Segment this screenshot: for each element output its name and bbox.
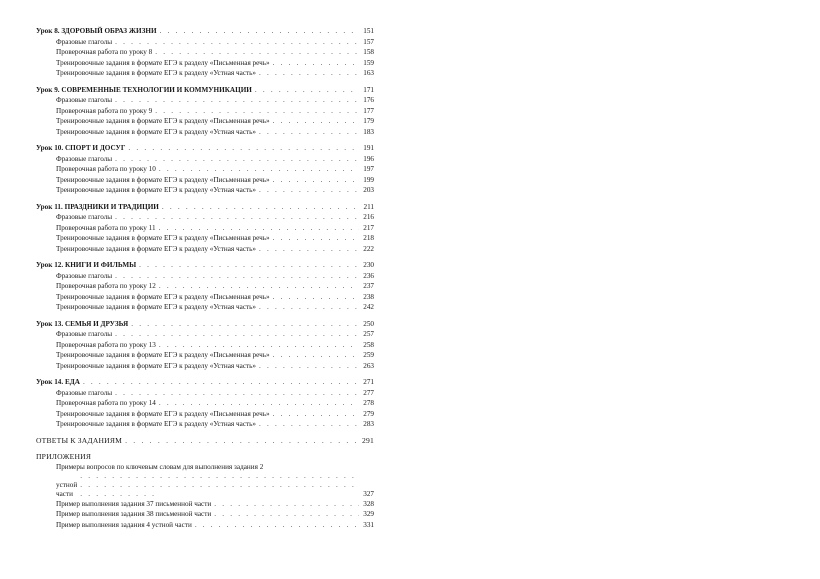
entry-label: Тренировочные задания в формате ЕГЭ к разделу «Устная часть» [56, 303, 257, 311]
entry-label: Тренировочные задания в формате ЕГЭ к разделу «Устная часть» [56, 244, 257, 253]
page-number: 278 [363, 399, 374, 407]
lesson-heading[interactable] [36, 319, 374, 330]
lesson-heading[interactable] [36, 260, 374, 271]
page-number: 238 [363, 292, 374, 301]
leader-dots [273, 175, 359, 186]
entry-label: Проверочная работа по уроку 14 [56, 399, 156, 407]
toc-entry[interactable] [36, 106, 374, 117]
page-number: 218 [363, 234, 374, 242]
leader-dots [214, 499, 359, 510]
lesson-section [36, 260, 374, 313]
toc-entry[interactable] [36, 388, 374, 399]
leader-dots [115, 271, 359, 282]
lesson-heading[interactable] [36, 377, 374, 388]
leader-dots [115, 329, 359, 340]
leader-dots [125, 436, 359, 447]
leader-dots [273, 233, 359, 244]
page-number: 176 [363, 96, 374, 104]
page-number: 329 [363, 510, 374, 518]
entry-label: Проверочная работа по уроку 10 [56, 165, 156, 173]
entry-label: Фразовые глаголы [56, 96, 113, 104]
leader-dots [155, 106, 359, 117]
toc-entry[interactable] [36, 398, 374, 409]
toc-entry[interactable] [36, 127, 374, 138]
toc-entry[interactable] [36, 58, 374, 69]
leader-dots [115, 388, 359, 399]
page-number: 236 [363, 271, 374, 280]
toc-entry[interactable] [36, 329, 374, 340]
leader-dots [115, 212, 359, 223]
page-number: 283 [363, 420, 374, 428]
leader-dots [214, 509, 359, 520]
leader-dots [155, 47, 359, 58]
leader-dots [159, 340, 359, 351]
page-number: 328 [363, 499, 374, 508]
leader-dots [128, 143, 359, 154]
entry-label: Фразовые глаголы [56, 271, 113, 280]
toc-entry[interactable] [36, 419, 374, 430]
page-number: 158 [363, 48, 374, 56]
page-number: 271 [363, 378, 374, 386]
page-number: 242 [363, 303, 374, 311]
page-number: 177 [363, 106, 374, 115]
answers-label: ОТВЕТЫ К ЗАДАНИЯМ [36, 435, 123, 445]
appendix-entry[interactable] [36, 520, 374, 531]
toc-entry[interactable] [36, 212, 374, 223]
entry-label: Тренировочные задания в формате ЕГЭ к разделу «Устная часть» [56, 127, 257, 136]
toc-entry[interactable] [36, 116, 374, 127]
page-number: 279 [363, 409, 374, 418]
page-number: 171 [363, 85, 374, 94]
entry-label: Тренировочные задания в формате ЕГЭ к разделу «Письменная речь» [56, 351, 270, 359]
entry-label-line1: Примеры вопросов по ключевым словам для выполнения задания 2 [56, 462, 264, 471]
leader-dots [259, 419, 359, 430]
lesson-section [36, 377, 374, 430]
entry-label: Тренировочные задания в формате ЕГЭ к разделу «Письменная речь» [56, 117, 270, 125]
leader-dots [273, 350, 359, 361]
appendix-entry[interactable] [36, 509, 374, 520]
toc-entry[interactable] [36, 361, 374, 372]
leader-dots [259, 244, 359, 255]
toc-entry[interactable] [36, 68, 374, 79]
leader-dots [159, 164, 359, 175]
page-number: 237 [363, 282, 374, 290]
page-number: 222 [363, 244, 374, 253]
page-number: 216 [363, 213, 374, 221]
lesson-title: Урок 9. СОВРЕМЕННЫЕ ТЕХНОЛОГИИ И КОММУНИКАЦИИ [36, 85, 252, 94]
page-number: 217 [363, 223, 374, 232]
toc-entry[interactable] [36, 95, 374, 106]
toc-entry[interactable] [36, 409, 374, 420]
page-number: 203 [363, 186, 374, 194]
leader-dots [160, 26, 359, 37]
answers-entry[interactable] [36, 436, 374, 447]
toc-entry[interactable] [36, 302, 374, 313]
page-number: 179 [363, 117, 374, 125]
leader-dots [159, 281, 359, 292]
entry-label: Пример выполнения задания 4 устной части [56, 520, 192, 529]
page-number: 291 [362, 435, 374, 445]
leader-dots [273, 58, 359, 69]
page-number: 327 [363, 489, 374, 498]
leader-dots [159, 398, 359, 409]
page-number: 183 [363, 127, 374, 136]
page-number: 263 [363, 361, 374, 370]
leader-dots [162, 202, 359, 213]
appendix-entry[interactable] [36, 499, 374, 510]
entry-label: Тренировочные задания в формате ЕГЭ к разделу «Письменная речь» [56, 175, 270, 184]
lesson-section [36, 143, 374, 196]
lesson-title: Урок 14. ЕДА [36, 378, 80, 386]
entry-label: Фразовые глаголы [56, 154, 113, 163]
entry-label-line2: устной части [56, 480, 78, 498]
page-number: 259 [363, 351, 374, 359]
entry-label: Фразовые глаголы [56, 330, 113, 338]
leader-dots [131, 319, 359, 330]
leader-dots [273, 409, 359, 420]
entry-label: Проверочная работа по уроку 11 [56, 223, 156, 232]
toc-entry[interactable] [36, 271, 374, 282]
toc-entry[interactable] [36, 223, 374, 234]
entry-label: Тренировочные задания в формате ЕГЭ к разделу «Письменная речь» [56, 409, 270, 418]
leader-dots [115, 95, 359, 106]
entry-label: Пример выполнения задания 37 письменной части [56, 499, 212, 508]
page-number: 250 [363, 319, 374, 328]
appendix-section [36, 452, 374, 530]
lesson-title: Урок 12. КНИГИ И ФИЛЬМЫ [36, 261, 137, 269]
page-number: 199 [363, 175, 374, 184]
entry-label: Тренировочные задания в формате ЕГЭ к разделу «Устная часть» [56, 186, 257, 194]
leader-dots [115, 37, 359, 48]
lesson-section [36, 319, 374, 372]
page-number: 230 [363, 261, 374, 269]
toc-entry[interactable] [36, 185, 374, 196]
entry-label: Тренировочные задания в формате ЕГЭ к разделу «Письменная речь» [56, 292, 270, 301]
page-number: 163 [363, 69, 374, 77]
entry-label: Тренировочные задания в формате ЕГЭ к разделу «Устная часть» [56, 69, 257, 77]
table-of-contents [36, 26, 374, 536]
leader-dots [139, 260, 359, 271]
answers-section [36, 436, 374, 447]
entry-label: Тренировочные задания в формате ЕГЭ к разделу «Письменная речь» [56, 234, 270, 242]
leader-dots [259, 361, 359, 372]
page-number: 159 [363, 58, 374, 67]
entry-label: Тренировочные задания в формате ЕГЭ к разделу «Письменная речь» [56, 58, 270, 67]
entry-label: Фразовые глаголы [56, 37, 113, 46]
leader-dots [83, 377, 359, 388]
leader-dots [195, 520, 359, 531]
leader-dots [259, 185, 359, 196]
toc-entry[interactable] [36, 292, 374, 303]
page-number: 211 [363, 202, 374, 211]
entry-label: Пример выполнения задания 38 письменной части [56, 510, 212, 518]
lesson-title: Урок 11. ПРАЗДНИКИ И ТРАДИЦИИ [36, 202, 159, 211]
toc-entry[interactable] [36, 175, 374, 186]
lesson-title: Урок 8. ЗДОРОВЫЙ ОБРАЗ ЖИЗНИ [36, 27, 157, 35]
leader-dots [273, 116, 359, 127]
entry-label: Проверочная работа по уроку 12 [56, 282, 156, 290]
page-number: 151 [363, 27, 374, 35]
lesson-heading[interactable] [36, 85, 374, 96]
toc-entry[interactable] [36, 350, 374, 361]
leader-dots [255, 85, 359, 96]
toc-entry[interactable] [36, 164, 374, 175]
entry-label: Фразовые глаголы [56, 388, 113, 397]
page-number: 191 [363, 144, 374, 152]
lesson-title: Урок 10. СПОРТ И ДОСУГ [36, 144, 126, 152]
page-number: 331 [363, 520, 374, 529]
leader-dots [273, 292, 359, 303]
page-number: 157 [363, 37, 374, 46]
page-number: 277 [363, 388, 374, 397]
lesson-section [36, 202, 374, 255]
page-number: 197 [363, 165, 374, 173]
leader-dots [115, 154, 359, 165]
leader-dots [259, 68, 359, 79]
leader-dots [259, 127, 359, 138]
toc-entry[interactable] [36, 154, 374, 165]
lesson-title: Урок 13. СЕМЬЯ И ДРУЗЬЯ [36, 319, 129, 328]
page-number: 257 [363, 330, 374, 338]
toc-entry[interactable] [36, 233, 374, 244]
lesson-section [36, 26, 374, 79]
entry-label: Проверочная работа по уроку 8 [56, 48, 153, 56]
entry-label: Тренировочные задания в формате ЕГЭ к разделу «Устная часть» [56, 361, 257, 370]
appendix-entry[interactable] [36, 463, 374, 499]
appendix-title: ПРИЛОЖЕНИЯ [36, 452, 92, 461]
toc-entry[interactable] [36, 281, 374, 292]
entry-label: Проверочная работа по уроку 13 [56, 340, 156, 349]
lesson-heading[interactable] [36, 26, 374, 37]
lesson-heading[interactable] [36, 202, 374, 213]
entry-label: Проверочная работа по уроку 9 [56, 106, 153, 115]
page-number: 196 [363, 154, 374, 163]
leader-dots [159, 223, 359, 234]
entry-label: Фразовые глаголы [56, 213, 113, 221]
toc-entry[interactable] [36, 47, 374, 58]
toc-entry[interactable] [36, 37, 374, 48]
leader-dots [80, 472, 359, 499]
lesson-heading[interactable] [36, 143, 374, 154]
leader-dots [259, 302, 359, 313]
toc-entry[interactable] [36, 340, 374, 351]
lesson-section [36, 85, 374, 138]
page-number: 258 [363, 340, 374, 349]
entry-label: Тренировочные задания в формате ЕГЭ к разделу «Устная часть» [56, 420, 257, 428]
toc-entry[interactable] [36, 244, 374, 255]
